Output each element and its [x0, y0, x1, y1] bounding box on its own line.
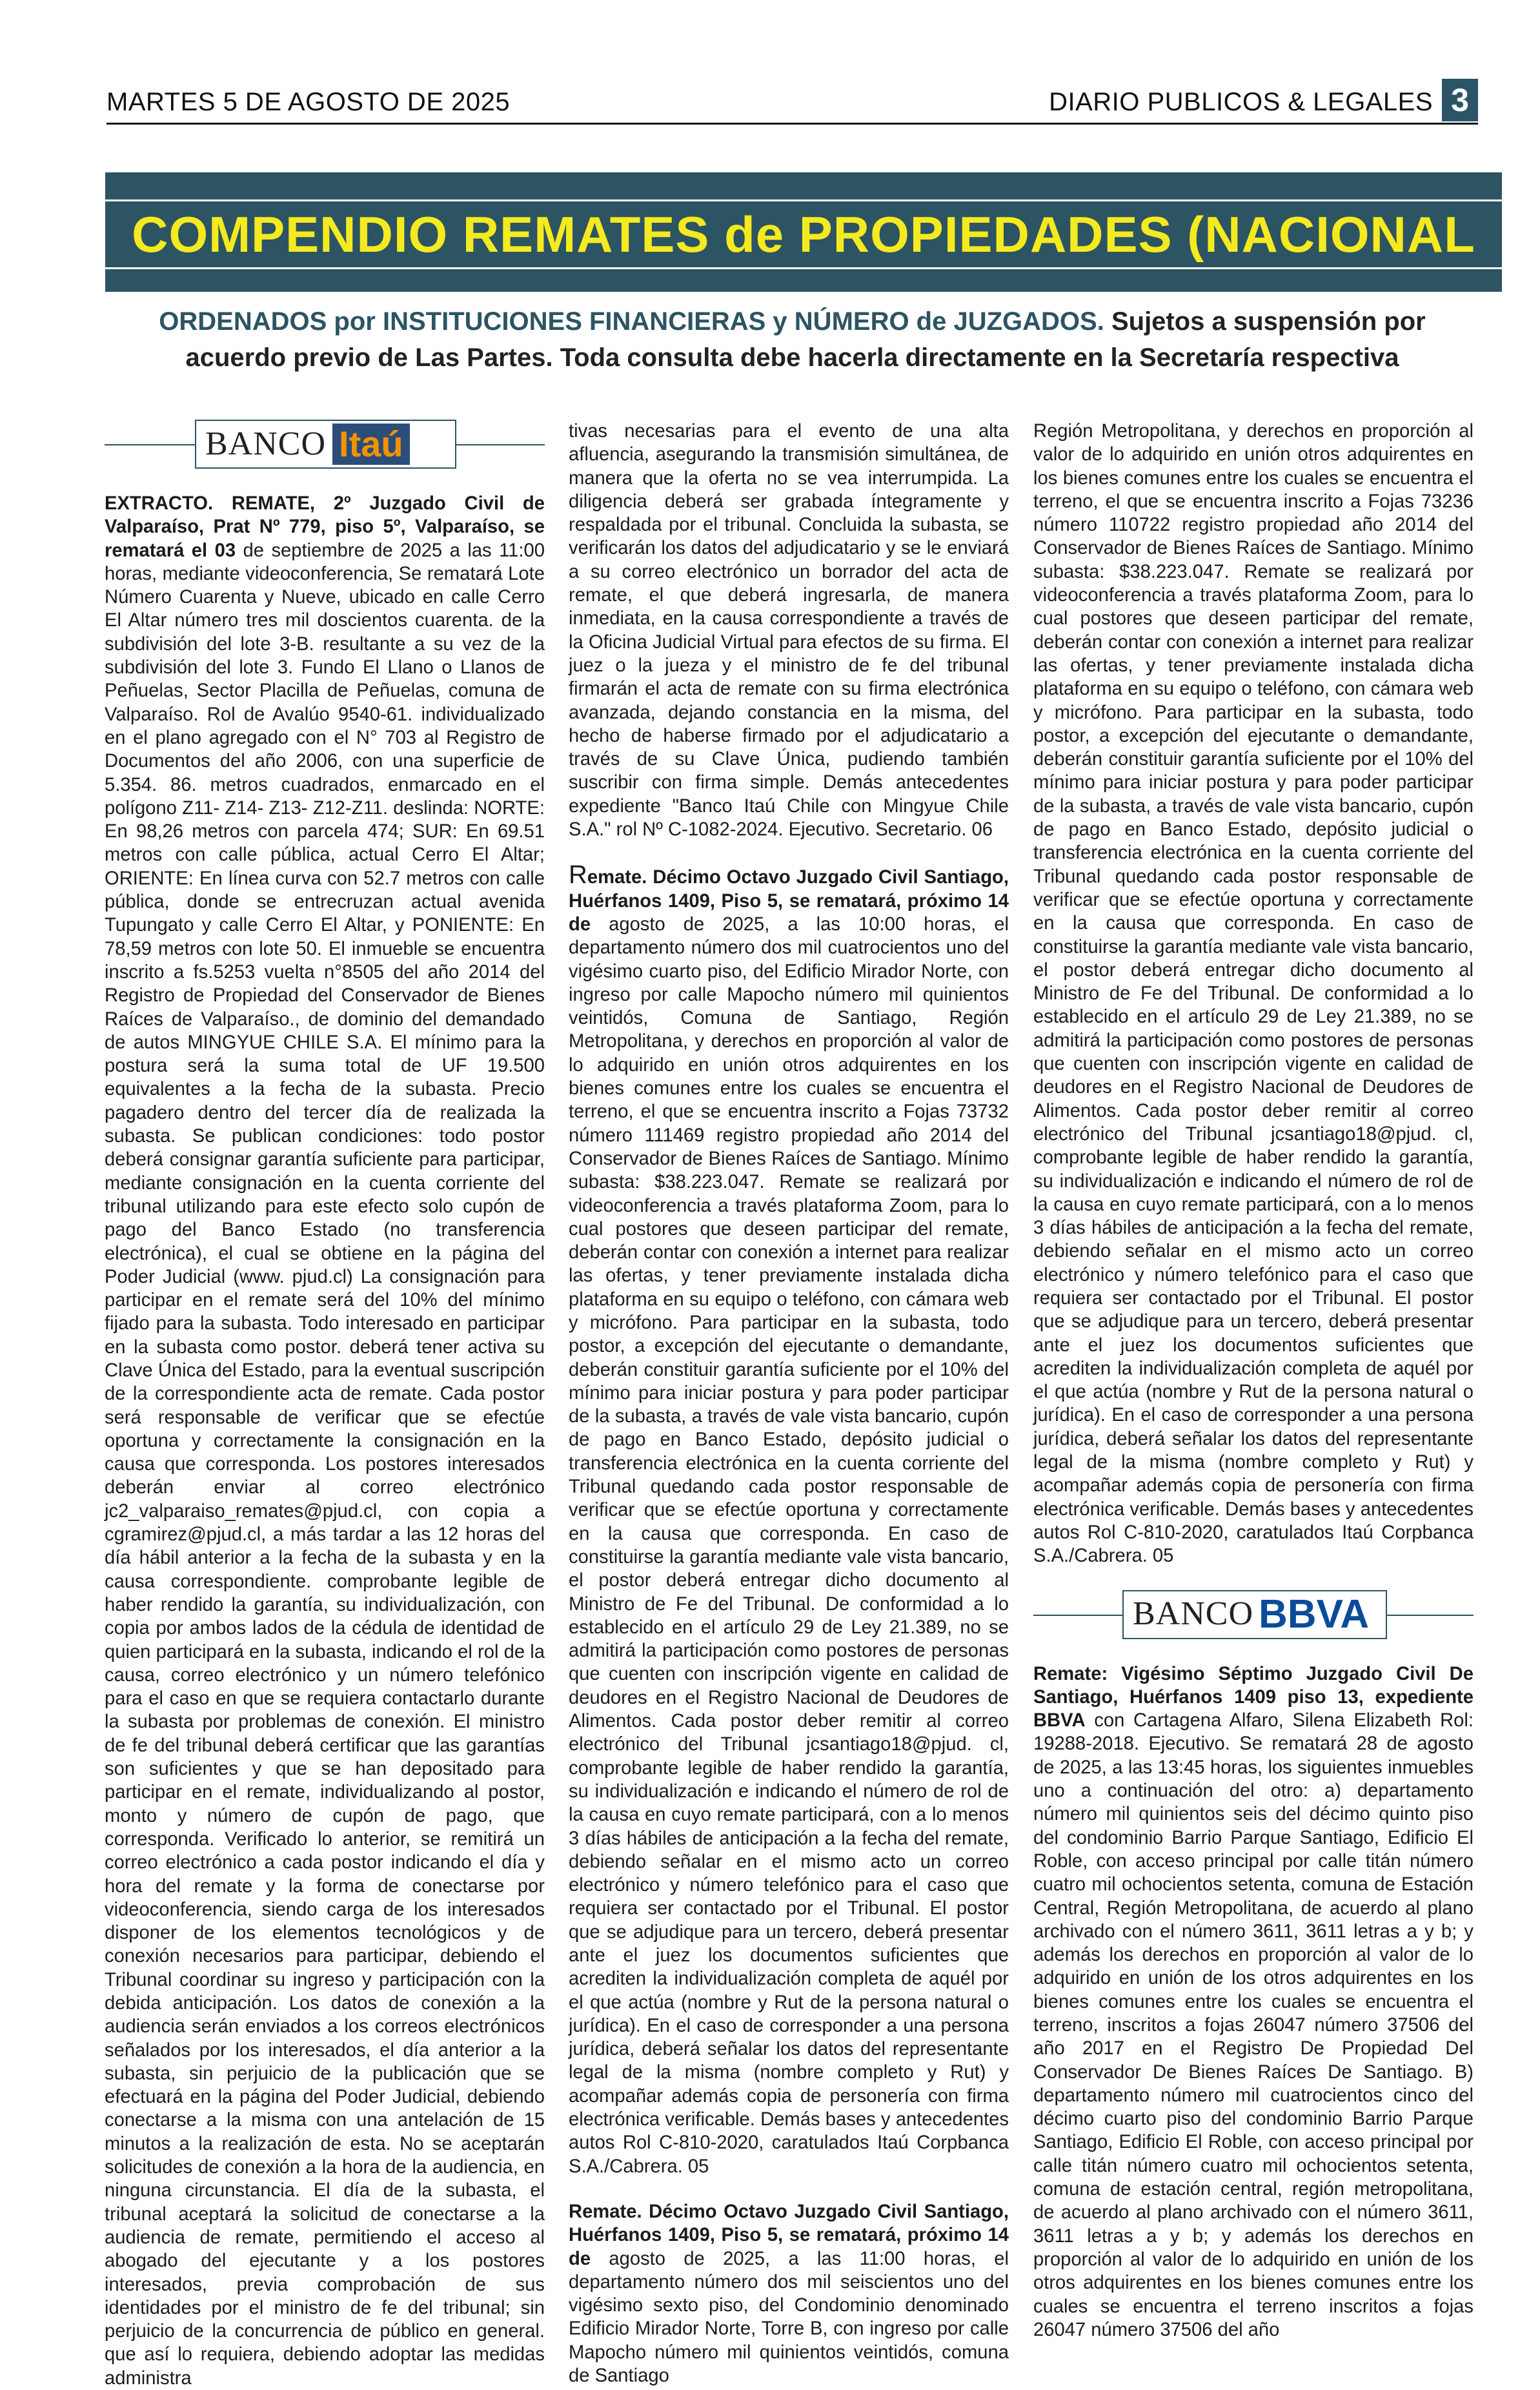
notice-3-body: agosto de 2025, a las 11:00 horas, el departamento número dos mil seiscientos uno del vigésimo sexto piso, del Condominio denominado Edificio Mirador Norte, Torre B, con ingreso por calle Mapocho número mil quinientos veintidós, comuna de Santiago [569, 2248, 1009, 2387]
header-page-number: 3 [1442, 79, 1478, 121]
header-newspaper-name: DIARIO PUBLICOS & LEGALES [1049, 88, 1433, 116]
notice-1 [105, 492, 545, 2390]
column-3 [1033, 420, 1474, 2342]
banner-title: COMPENDIO REMATES de PROPIEDADES (NACIONAL [132, 206, 1475, 263]
bbva-logo-block [1033, 1590, 1474, 1640]
notice-2 [569, 863, 1009, 2178]
notice-2-dropcap: R [569, 861, 587, 890]
subtitle-rest: Sujetos a suspensión por acuerdo previo de Las Partes. Toda consulta debe hacerla directamente en la Secretaría respectiva [185, 307, 1426, 372]
section-subtitle [106, 303, 1478, 376]
column-2 [569, 420, 1009, 2387]
notice-1-body: de septiembre de 2025 a las 11:00 horas, mediante videoconferencia, Se rematará Lote Número Cuarenta y Nueve, ubicado en calle Cerro El Altar número tres mil doscientos cuarenta. de la subdivisión del lote 3-B. resultante a su vez de la subdivisión del lote 3. Fundo El Llano o Llanos de Peñuelas, Sector Placilla de Peñuelas, comuna de Valparaíso. Rol de Avalúo 9540-61. individualizado en el plano agregado con el N° 703 al Registro de Documentos del año 2006, con una superficie de 5.354. 86. metros cuadrados, enmarcado en el polígono Z11- Z14- Z13- Z12-Z11. deslinda: NORTE: En 98,26 metros con parcela 474; SUR: En 69.51 metros con calle pública, actual Cerro El Altar; ORIENTE: En línea curva con 52.7 metros con calle pública, donde se entrecruzan actual avenida Tupungato y calle Cerro El Altar, y PONIENTE: En 78,59 metros con lote 50. El inmueble se encuentra inscrito a fs.5253 vuelta n°8505 del año 2014 del Registro de Propiedad del Conservador de Bienes Raíces de Valparaíso., de dominio del demandado de autos MINGYUE CHILE S.A. El mínimo para la postura será la suma total de UF 19.500 equivalentes a la fecha de la subasta. Precio pagadero dentro del tercer día de realizada la subasta. Se publican condiciones: todo postor deberá consignar garantía suficiente para participar, mediante consignación en la cuenta corriente del tribunal utilizando para este efecto solo cupón de pago del Banco Estado (no transferencia electrónica), el cual se obtiene en la página del Poder Judicial (www. pjud.cl) La consignación para participar en el remate será del 10% del mínimo fijado para la subasta. Todo interesado en participar en la subasta como postor. deberá tener activa su Clave Única del Estado, para la eventual suscripción de la correspondiente acta de remate. Cada postor será responsable de verificar que se efectúe oportuna y correctamente la consignación en la causa que corresponda. Los postores interesados deberán enviar al correo electrónico jc2_valparaiso_remates@pjud.cl, con copia a cgramirez@pjud.cl, a más tardar a las 12 horas del día hábil anterior a la fecha de la subasta y en la causa correspondiente. comprobante legible de haber rendido la garantía, su individualización, con copia por ambos lados de la cédula de identidad de quien participará en la subasta, indicando el rol de la causa, correo electrónico y un número telefónico para el caso en que se requiera contactarlo durante la subasta por problemas de conexión. El ministro de fe del tribunal deberá certificar que las garantías son suficientes y que se han depositado para participar en el remate, individualizando al postor, monto y número de cupón de pago, que corresponda. Verificado lo anterior, se remitirá un correo electrónico a cada postor indicando el día y hora del remate y la forma de conectarse por videoconferencia, siendo carga de los interesados disponer de los elementos tecnológicos y de conexión necesarios para participar, debiendo el Tribunal coordinar su ingreso y participación con la debida anticipación. Los datos de conexión a la audiencia serán enviados a los correos electrónicos señalados por los interesados, el día anterior a la subasta, sin perjuicio de la publicación que se efectuará en la página del Poder Judicial, debiendo conectarse a la misma con una antelación de 15 minutos a la realización de esta. No se aceptarán solicitudes de conexión a la hora de la audiencia, en ninguna circunstancia. El día de la subasta, el tribunal aceptará la solicitud de conectarse a la audiencia de remate, permitiendo el acceso al abogado del ejecutante y a los postores interesados, previa comprobación de sus identidades por el ministro de fe del tribunal; sin perjuicio de la concurrencia de público en general. que así lo requiera, debiendo adoptar las medidas administra [105, 540, 545, 2389]
notice-3 [569, 2200, 1009, 2387]
header-date: MARTES 5 DE AGOSTO DE 2025 [106, 88, 511, 116]
banco-bbva-logo [1122, 1590, 1387, 1639]
notice-4-body: con Cartagena Alfaro, Silena Elizabeth Rol: 19288-2018. Ejecutivo. Se rematará 28 de agosto de 2025, a las 13:45 horas, los siguientes inmuebles uno a continuación del otro: a) departamento número mil quinientos seis del décimo quinto piso del condominio Barrio Parque Santiago, Edificio El Roble, con acceso principal por calle titán número cuatro mil ochocientos setenta, comuna de Estación Central, Región Metropolitana, de acuerdo al plano archivado con el número 3611, 3611 letras a y b; y además los derechos en proporción al valor de lo adquirido en unión de los otros adquirentes en los bienes comunes entre los cuales se encuentra el terreno, inscritos a fojas 26047 número 37506 del año 2017 en el Registro De Propiedad Del Conservador De Bienes Raíces De Santiago. B) departamento número mil cuatrocientos cinco del décimo cuarto piso del condominio Barrio Parque Santiago, Edificio El Roble, con acceso principal por calle titán número cuatro mil ochocientos setenta, comuna de estación central, región metropolitana, de acuerdo al plano archivado con el número 3611, 3611 letras a y b; y además los derechos en proporción al valor de lo adquirido en unión de los otros adquirentes en los bienes comunes entre los cuales se encuentra el terreno inscritos a fojas 26047 número 37506 del año [1033, 1710, 1474, 2340]
notice-2-body: agosto de 2025, a las 10:00 horas, el departamento número dos mil cuatrocientos uno del vigésimo cuarto piso, del Edificio Mirador Norte, con ingreso por calle Mapocho número mil quinientos veintidós, Comuna de Santiago, Región Metropolitana, y derechos en proporción al valor de lo adquirido en unión otros adquirentes en los bienes comunes entre los cuales se encuentra el terreno, el que se encuentra inscrito a Fojas 73732 número 111469 registro propiedad año 2014 del Conservador de Bienes Raíces de Santiago. Mínimo subasta: $38.223.047. Remate se realizará por videoconferencia a través plataforma Zoom, para lo cual postores que deseen participar del remate, deberán contar con conexión a internet para realizar las ofertas, y tener previamente instalada dicha plataforma en su equipo o teléfono, con cámara web y micrófono. Para participar en la subasta, todo postor, a excepción del ejecutante o demandante, deberán constituir garantía suficiente por el 10% del mínimo para iniciar postura y para poder participar de la subasta, a través de vale vista bancario, cupón de pago en Banco Estado, depósito judicial o transferencia electrónica en la cuenta corriente del Tribunal quedando cada postor responsable de verificar que se efectúe oportuna y correctamente en la causa que corresponda. En caso de constituirse la garantía mediante vale vista bancario, el postor deberá entregar dicho documento al Ministro de Fe del Tribunal. De conformidad a lo establecido en el artículo 29 de Ley 21.389, no se admitirá la participación como postores de personas que cuenten con inscripción vigente en calidad de deudores en el Registro Nacional de Deudores de Alimentos. Cada postor deber remitir al correo electrónico del Tribunal jcsantiago18@pjud. cl, comprobante legible de haber rendido la garantía, su individualización e indicando el número de rol de la causa en cuyo remate participará, con a lo menos 3 días hábiles de anticipación a la fecha del remate, debiendo señalar en el mismo acto un correo electrónico y número telefónico para el caso que requiera ser contactado por el Tribunal. El postor que se adjudique para un tercero, deberá presentar ante el juez los documentos suficientes que acrediten la individualización completa de aquél por el que actúa (nombre y Rut de la persona natural o jurídica). En el caso de corresponder a una persona jurídica, deberá señalar los datos del representante legal de la misma (nombre completo y Rut) y acompañar además copia de personería con firma electrónica verificable. Demás bases y antecedentes autos Rol C-810-2020, caratulados Itaú Corpbanca S.A./Cabrera. 05 [569, 914, 1009, 2177]
notice-4-lead: Remate: Vigésimo Séptimo Juzgado Civil De Santiago, Huérfanos 1409 piso 13, expediente BBVA [1033, 1663, 1474, 1731]
column-1 [105, 420, 545, 2390]
notice-1-lead: EXTRACTO. REMATE, 2º Juzgado Civil de Valparaíso, Prat Nº 779, piso 5º, Valparaíso, se rematará el 03 [105, 493, 545, 561]
logo-itau-brand: Itaú [332, 424, 410, 465]
notice-2-lead: emate. Décimo Octavo Juzgado Civil Santiago, Huérfanos 1409, Piso 5, se rematará, próximo 14 de [569, 867, 1009, 935]
logo-bank-word: BANCO [205, 425, 327, 462]
notice-4 [1033, 1662, 1474, 2342]
banner-frame [105, 199, 1502, 269]
section-banner [105, 172, 1502, 292]
logo-bbva-brand: BBVA [1259, 1591, 1370, 1637]
logo-bank-word: BANCO [1133, 1595, 1254, 1633]
page-header [106, 83, 1478, 125]
banco-itau-logo [195, 420, 456, 469]
notice-3-lead: Remate. Décimo Octavo Juzgado Civil Santiago, Huérfanos 1409, Piso 5, se rematará, próximo 14 de [569, 2201, 1009, 2269]
itau-logo-block [105, 420, 545, 470]
notice-3-continued: Región Metropolitana, y derechos en proporción al valor de lo adquirido en unión otros adquirentes en los bienes comunes entre los cuales se encuentra el terreno, el que se encuentra inscrito a Fojas 73236 número 110722 registro propiedad año 2014 del Conservador de Bienes Raíces de Santiago. Mínimo subasta: $38.223.047. Remate se realizará por videoconferencia a través plataforma Zoom, para lo cual postores que deseen participar del remate, deberán contar con conexión a internet para realizar las ofertas, y tener previamente instalada dicha plataforma en su equipo o teléfono, con cámara web y micrófono. Para participar en la subasta, todo postor, a excepción del ejecutante o demandante, deberán constituir garantía suficiente por el 10% del mínimo para iniciar postura y para poder participar de la subasta, a través de vale vista bancario, cupón de pago en Banco Estado, depósito judicial o transferencia electrónica en la cuenta corriente del Tribunal quedando cada postor responsable de verificar que se efectúe oportuna y correctamente en la causa que corresponda. En caso de constituirse la garantía mediante vale vista bancario, el postor deberá entregar dicho documento al Ministro de Fe del Tribunal. De conformidad a lo establecido en el artículo 29 de Ley 21.389, no se admitirá la participación como postores de personas que cuenten con inscripción vigente en calidad de deudores en el Registro Nacional de Deudores de Alimentos. Cada postor deber remitir al correo electrónico del Tribunal jcsantiago18@pjud. cl, comprobante legible de haber rendido la garantía, su individualización e indicando el número de rol de la causa en cuyo remate participará, con a lo menos 3 días hábiles de anticipación a la fecha del remate, debiendo señalar en el mismo acto un correo electrónico y número telefónico para el caso que requiera ser contactado por el Tribunal. El postor que se adjudique para un tercero, deberá presentar ante el juez los documentos suficientes que acrediten la individualización completa de aquél por el que actúa (nombre y Rut de la persona natural o jurídica). En el caso de corresponder a una persona jurídica, deberá señalar los datos del representante legal de la misma (nombre completo y Rut) y acompañar además copia de personería con firma electrónica verificable. Demás bases y antecedentes autos Rol C-810-2020, caratulados Itaú Corpbanca S.A./Cabrera. 05 [1033, 421, 1474, 1567]
notice-1-continued: tivas necesarias para el evento de una alta afluencia, asegurando la transmisión simultánea, de manera que la oferta no se vea interrumpida. La diligencia deberá ser grabada íntegramente y respaldada por el tribunal. Concluida la subasta, se verificarán los datos del adjudicatario y se le enviará a su correo electrónico un borrador del acta de remate, el que deberá ingresarla, de manera inmediata, en la causa correspondiente a través de la Oficina Judicial Virtual para efectos de su firma. El juez o la jueza y el ministro de fe del tribunal firmarán el acta de remate con su firma electrónica avanzada, dejando constancia en la misma, del hecho de haberse firmado por el adjudicatario a través de su Clave Única, pudiendo también suscribir con firma simple. Demás antecedentes expediente "Banco Itaú Chile con Mingyue Chile S.A." rol Nº C-1082-2024. Ejecutivo. Secretario. 06 [569, 421, 1009, 841]
subtitle-highlight: ORDENADOS por INSTITUCIONES FINANCIERAS y NÚMERO de JUZGADOS. [159, 307, 1104, 336]
